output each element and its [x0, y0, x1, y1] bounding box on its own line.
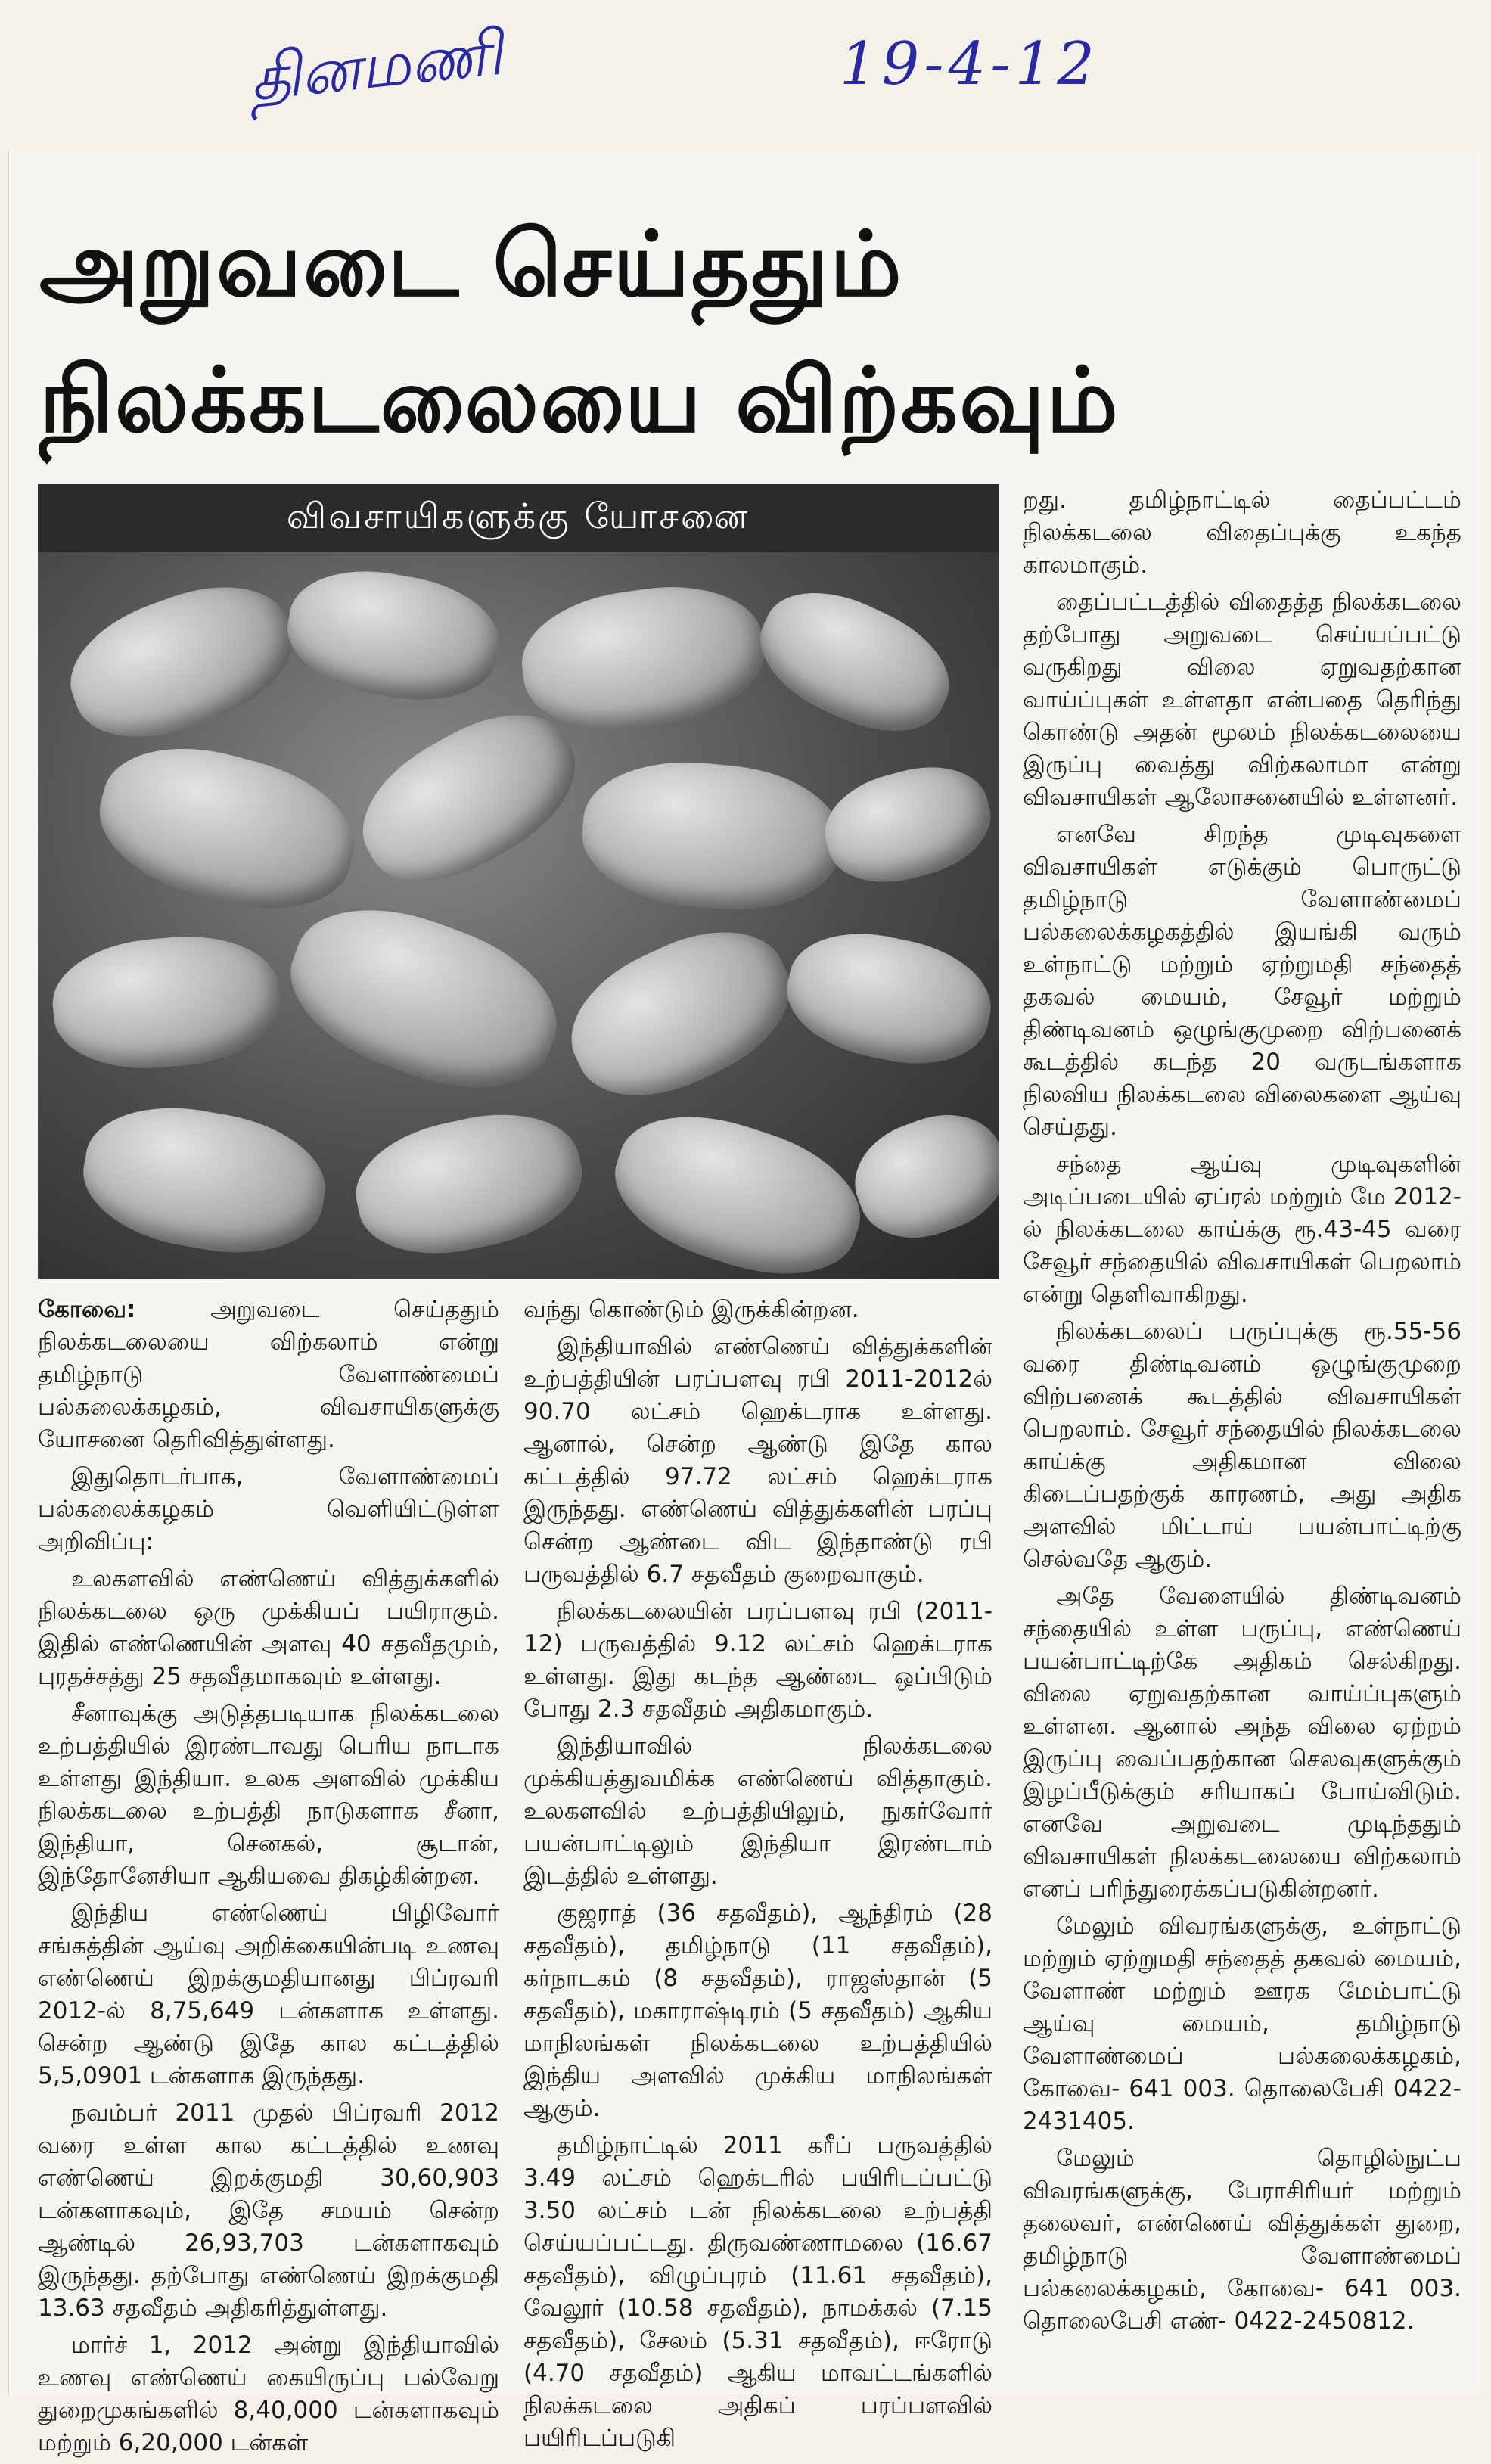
- date-handwritten: 19-4-12: [840, 30, 1099, 98]
- article-paragraph: [1023, 1316, 1461, 1576]
- article-paragraph-text: இந்திய எண்ணெய் பிழிவோர் சங்கத்தின் ஆய்வு அறிக்கையின்படி உணவு எண்ணெய் இறக்குமதியானது பிப்ரவரி 2012-ல் 8,75,649 டன்களாக உள்ளது. சென்ற ஆண்டு இதே கால கட்டத்தில் 5,5,0901 டன்களாக இருந்தது.: [38, 1900, 499, 2090]
- article-paragraph: [523, 1730, 992, 1893]
- article-paragraph-text: குஜராத் (36 சதவீதம்), ஆந்திரம் (28 சதவீதம்), தமிழ்நாடு (11 சதவீதம்), கர்நாடகம் (8 சதவீதம்), ராஜஸ்தான் (5 சதவீதம்), மகாராஷ்டிரம் (5 சதவீதம்) ஆகிய மாநிலங்கள் நிலக்கடலை உற்பத்தியில் இந்திய அளவில் முக்கிய மாநிலங்கள் ஆகும்.: [523, 1900, 992, 2122]
- article-paragraph-text: நிலக்கடலைப் பருப்புக்கு ரூ.55-56 வரை திண்டிவனம் ஒழுங்குமுறை விற்பனைக் கூடத்தில் விவசாயிகள் பெறலாம். சேவூர் சந்தையில் நிலக்கடலை காய்க்கு அதிகமான விலை கிடைப்பதற்குக் காரணம், அது அதிக அளவில் மிட்டாய் பயன்பாட்டிற்கு செல்வதே ஆகும்.: [1023, 1318, 1461, 1573]
- groundnut-photo: [38, 484, 999, 1279]
- article-paragraph: [1023, 1148, 1461, 1311]
- article-column-3: [1023, 484, 1461, 2342]
- article-paragraph-text: சீனாவுக்கு அடுத்தபடியாக நிலக்கடலை உற்பத்தியில் இரண்டாவது பெரிய நாடாக உள்ளது இந்தியா. உலக அளவில் முக்கிய நிலக்கடலை உற்பத்தி நாடுகளாக சீனா, இந்தியா, செனகல், சூடான், இந்தோனேசியா ஆகியவை திகழ்கின்றன.: [38, 1700, 499, 1890]
- article-paragraph-text: இந்தியாவில் நிலக்கடலை முக்கியத்துவமிக்க எண்ணெய் வித்தாகும். உலகளவில் உற்பத்தியிலும், நுகர்வோர் பயன்பாட்டிலும் இந்தியா இரண்டாம் இடத்தில் உள்ளது.: [523, 1732, 992, 1890]
- article-paragraph: [38, 1698, 499, 1893]
- masthead-handwritten: தினமணி: [246, 17, 506, 116]
- article-paragraph: [38, 2097, 499, 2325]
- article-paragraph-text: இதுதொடர்பாக, வேளாண்மைப் பல்கலைக்கழகம் வெளியிட்டுள்ள அறிவிப்பு:: [38, 1463, 499, 1555]
- article-paragraph-text: மேலும் விவரங்களுக்கு, உள்நாட்டு மற்றும் ஏற்றுமதி சந்தைத் தகவல் மையம், வேளாண் மற்றும் ஊரக மேம்பாட்டு ஆய்வு மையம், தமிழ்நாடு வேளாண்மைப் பல்கலைக்கழகம், கோவை- 641 003. தொலைபேசி 0422-2431405.: [1023, 1912, 1461, 2135]
- article-paragraph-text: மார்ச் 1, 2012 அன்று இந்தியாவில் உணவு எண்ணெய் கையிருப்பு பல்வேறு துறைமுகங்களில் 8,40,000 டன்களாகவும் மற்றும் 6,20,000 டன்கள்: [38, 2332, 499, 2456]
- article-paragraph: [38, 2329, 499, 2459]
- article-paragraph: [523, 1596, 992, 1726]
- article-paragraph: [1023, 1580, 1461, 1906]
- article-paragraph: [523, 1294, 992, 1326]
- article-paragraph-text: உலகளவில் எண்ணெய் வித்துக்களில் நிலக்கடலை ஒரு முக்கியப் பயிராகும். இதில் எண்ணெயின் அளவு 40 சதவீதமும், புரதச்சத்து 25 சதவீதமாகவும் உள்ளது.: [38, 1565, 499, 1690]
- article-paragraph-text: தமிழ்நாட்டில் 2011 கரீப் பருவத்தில் 3.49 லட்சம் ஹெக்டரில் பயிரிடப்பட்டு 3.50 லட்சம் டன் நிலக்கடலை உற்பத்தி செய்யப்பட்டது. திருவண்ணாமலை (16.67 சதவீதம்), விழுப்புரம் (11.61 சதவீதம்), வேலூர் (10.58 சதவீதம்), நாமக்கல் (7.15 சதவீதம்), சேலம் (5.31 சதவீதம்), ஈரோடு (4.70 சதவீதம்) ஆகிய மாவட்டங்களில் நிலக்கடலை அதிகப் பரப்பளவில் பயிரிடப்படுகி: [523, 2132, 992, 2452]
- article-column-2: [523, 1294, 992, 2459]
- article-paragraph-text: இந்தியாவில் எண்ணெய் வித்துக்களின் உற்பத்தியின் பரப்பளவு ரபி 2011-2012ல் 90.70 லட்சம் ஹெக்டராக உள்ளது. ஆனால், சென்ற ஆண்டு இதே கால கட்டத்தில் 97.72 லட்சம் ஹெக்டராக இருந்தது. எண்ணெய் வித்துக்களின் பரப்பு சென்ற ஆண்டை விட இந்தாண்டு ரபி பருவத்தில் 6.7 சதவீதம் குறைவாகும்.: [523, 1333, 992, 1588]
- article-paragraph-text: அதே வேளையில் திண்டிவனம் சந்தையில் உள்ள பருப்பு, எண்ணெய் பயன்பாட்டிற்கே அதிகம் செல்கிறது. விலை ஏறுவதற்கான வாய்ப்புகளும் உள்ளன. ஆனால் அந்த விலை ஏற்றம் இருப்பு வைப்பதற்கான செலவுகளுக்கும் இழப்பீடுக்கும் சரியாகப் போய்விடும். எனவே அறுவடை முடிந்ததும் விவசாயிகள் நிலக்கடலையை விற்கலாம் எனப் பரிந்துரைக்கப்படுகின்றனர்.: [1023, 1583, 1461, 1903]
- article-paragraph-text: எனவே சிறந்த முடிவுகளை விவசாயிகள் எடுக்கும் பொருட்டு தமிழ்நாடு வேளாண்மைப் பல்கலைக்கழகத்தில் இயங்கி வரும் உள்நாட்டு மற்றும் ஏற்றுமதி சந்தைத் தகவல் மையம், சேவூர் மற்றும் திண்டிவனம் ஒழுங்குமுறை விற்பனைக் கூடத்தில் கடந்த 20 வருடங்களாக நிலவிய நிலக்கடலை விலைகளை ஆய்வு செய்தது.: [1023, 821, 1461, 1141]
- article-paragraph: [523, 2130, 992, 2455]
- article-paragraph-text: நவம்பர் 2011 முதல் பிப்ரவரி 2012 வரை உள்ள கால கட்டத்தில் உணவு எண்ணெய் இறக்குமதி 30,60,903 டன்களாகவும், இதே சமயம் சென்ற ஆண்டில் 26,93,703 டன்களாகவும் இருந்தது. தற்போது எண்ணெய் இறக்குமதி 13.63 சதவீதம் அதிகரித்துள்ளது.: [38, 2099, 499, 2322]
- article-dateline: கோவை:: [38, 1296, 211, 1323]
- news-clipping: [8, 151, 1480, 2456]
- article-paragraph: [523, 1331, 992, 1591]
- article-paragraph: [38, 1461, 499, 1558]
- article-column-1: [38, 1294, 499, 2464]
- article-paragraph: [1023, 819, 1461, 1144]
- article-paragraph-text: அறுவடை செய்ததும் நிலக்கடலையை விற்கலாம் என்று தமிழ்நாடு வேளாண்மைப் பல்கலைக்கழகம், விவசாயிகளுக்கு யோசனை தெரிவித்துள்ளது.: [38, 1296, 499, 1453]
- headline-line-1: அறுவடை செய்ததும்: [39, 212, 903, 316]
- article-paragraph-text: வந்து கொண்டும் இருக்கின்றன.: [523, 1296, 859, 1323]
- article-paragraph: [1023, 1910, 1461, 2138]
- article-paragraph: [1023, 2142, 1461, 2338]
- article-paragraph: [1023, 484, 1461, 582]
- article-paragraph: [38, 1294, 499, 1456]
- article-paragraph: [38, 1897, 499, 2093]
- photo-banner: விவசாயிகளுக்கு யோசனை: [38, 484, 999, 552]
- article-paragraph-text: றது. தமிழ்நாட்டில் தைப்பட்டம் நிலக்கடலை விதைப்புக்கு உகந்த காலமாகும்.: [1023, 486, 1461, 579]
- headline-line-2: நிலக்கடலையை விற்கவும்: [39, 348, 1120, 452]
- article-paragraph-text: நிலக்கடலையின் பரப்பளவு ரபி (2011-12) பருவத்தில் 9.12 லட்சம் ஹெக்டராக உள்ளது. இது கடந்த ஆண்டை ஒப்பிடும் போது 2.3 சதவீதம் அதிகமாகும்.: [523, 1598, 992, 1723]
- article-paragraph-text: சந்தை ஆய்வு முடிவுகளின் அடிப்படையில் ஏப்ரல் மற்றும் மே 2012-ல் நிலக்கடலை காய்க்கு ரூ.43-45 வரை சேவூர் சந்தையில் விவசாயிகள் பெறலாம் என்று தெளிவாகிறது.: [1023, 1151, 1461, 1308]
- article-paragraph: [38, 1563, 499, 1693]
- article-paragraph-text: மேலும் தொழில்நுட்ப விவரங்களுக்கு, பேராசிரியர் மற்றும் தலைவர், எண்ணெய் வித்துக்கள் துறை, தமிழ்நாடு வேளாண்மைப் பல்கலைக்கழகம், கோவை- 641 003. தொலைபேசி எண்- 0422-2450812.: [1023, 2145, 1461, 2335]
- article-paragraph: [1023, 586, 1461, 814]
- article-paragraph: [523, 1897, 992, 2125]
- article-paragraph-text: தைப்பட்டத்தில் விதைத்த நிலக்கடலை தற்போது அறுவடை செய்யப்பட்டு வருகிறது விலை ஏறுவதற்கான வாய்ப்புகள் உள்ளதா என்பதை தெரிந்து கொண்டு அதன் மூலம் நிலக்கடலையை இருப்பு வைத்து விற்கலாமா என்று விவசாயிகள் ஆலோசனையில் உள்ளனர்.: [1023, 589, 1461, 811]
